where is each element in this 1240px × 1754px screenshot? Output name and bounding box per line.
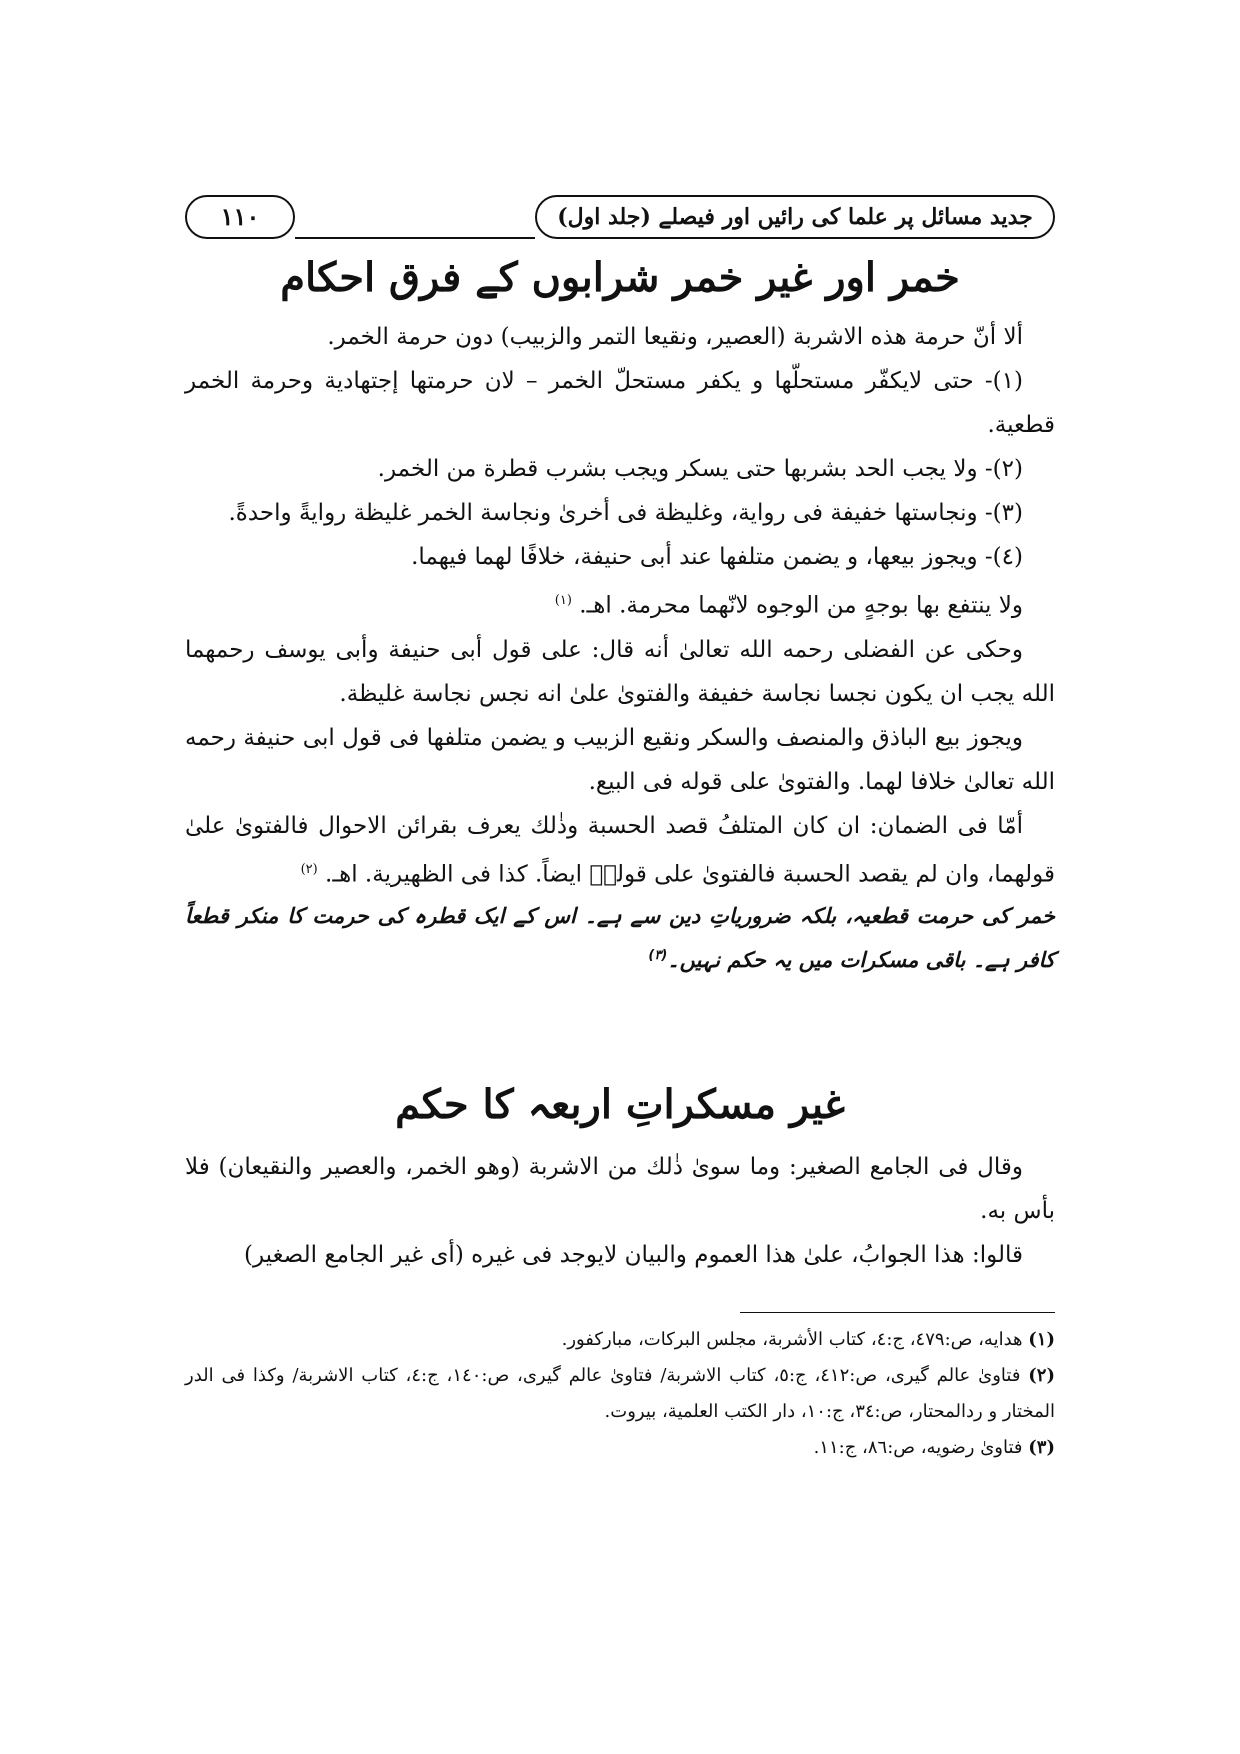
footnote-text: فتاوىٰ عالم گيرى، ص:٤١٢، ج:٥، كتاب الاشربة/ فتاوىٰ عالم گيرى، ص:١٤٠، ج:٤، كتاب الاشربة/ وكذا فى الدر المختار و ردالمحتار، ص:٣٤، ج:١٠، دار الكتب العلمية، بيروت. (185, 1365, 1055, 1422)
paragraph (185, 804, 1055, 897)
section-heading-other-intoxicants: غیر مسکراتِ اربعہ کا حکم (395, 1081, 845, 1128)
paragraph: (٤)- ويجوز بيعها، و يضمن متلفها عند أبى حنيفة، خلافًا لهما فيهما. (411, 544, 1023, 570)
paragraph-text: ولا ينتفع بها بوجهٍ من الوجوه لانّهما محرمة. اهـ. (579, 592, 1023, 619)
footnote (185, 1322, 1055, 1358)
urdu-note (185, 896, 1055, 980)
footnote-reference[interactable]: (٢) (300, 861, 318, 877)
footnote (185, 1430, 1055, 1466)
paragraph: ويجوز بيع الباذق والمنصف والسكر ونقيع الزبيب و يضمن متلفها فى قول ابى حنيفة رحمه الله تعالىٰ خلافا لهما. والفتوىٰ على قوله فى البيع. (185, 724, 1055, 795)
main-text-block (185, 315, 1055, 980)
footnotes (185, 1322, 1055, 1466)
paragraph: وقال فى الجامع الصغير: وما سوىٰ ذٰلك من الاشربة (وهو الخمر، والعصير والنقيعان) فلا بأس به. (185, 1154, 1055, 1224)
paragraph-text: أمّا فى الضمان: ان كان المتلفُ قصد الحسبة وذٰلك يعرف بقرائن الاحوال فالفتوىٰ علىٰ قولهما، وان لم يقصد الحسبة فالفتوىٰ على قولهٖ ايضاً. كذا فى الظهيرية. اهـ. (185, 812, 1055, 888)
footnote-text: فتاوىٰ رضويه، ص:٨٦، ج:١١. (813, 1437, 1023, 1458)
paragraph: وحكى عن الفضلى رحمه الله تعالىٰ أنه قال: على قول أبى حنيفة وأبى يوسف رحمهما الله يجب ان يكون نجسا نجاسة خفيفة والفتوىٰ علىٰ انه نجس نجاسة غليظة. (185, 636, 1055, 707)
footnote (185, 1358, 1055, 1430)
header-rule (295, 237, 535, 239)
footnote-text: هدايه، ص:٤٧٩، ج:٤، كتاب الأشربة، مجلس البركات، مباركفور. (561, 1329, 1023, 1350)
paragraph: قالوا: هذا الجوابُ، علىٰ هذا العموم والبيان لايوجد فى غيره (أى غير الجامع الصغير) (243, 1242, 1023, 1268)
paragraph: (٣)- ونجاستها خفيفة فى رواية، وغليظة فى أخرىٰ ونجاسة الخمر غليظة روايةً واحدةً. (228, 500, 1023, 526)
footnote-reference[interactable]: (١) (554, 593, 572, 608)
running-header (185, 195, 1055, 243)
paragraph (185, 579, 1055, 628)
second-text-block (185, 1145, 1055, 1277)
footnote-number: (٢) (1028, 1365, 1055, 1386)
footnote-separator (740, 1312, 1055, 1313)
footnote-reference[interactable]: (٣) (648, 948, 668, 964)
paragraph: ألا أنّ حرمة هذه الاشربة (العصير، ونقيعا التمر والزبيب) دون حرمة الخمر. (327, 324, 1023, 350)
paragraph: (١)- حتى لايكفّر مستحلّها و يكفر مستحلّ الخمر – لان حرمتها إجتهادية وحرمة الخمر قطعية. (185, 368, 1055, 438)
footnote-number: (٣) (1028, 1437, 1055, 1458)
section-heading-wine-rulings: خمر اور غیر خمر شرابوں کے فرق احکام (280, 254, 960, 301)
page-number: ۱۱۰ (185, 195, 295, 239)
book-title: جدید مسائل پر علما کی رائیں اور فیصلے (جلد اول) (535, 195, 1055, 239)
urdu-note-text: خمر کی حرمت قطعیہ، بلکہ ضروریاتِ دین سے ہے۔ اس کے ایک قطرہ کی حرمت کا منکر قطعاً کافر ہے۔ باقی مسکرات میں یہ حکم نہیں۔ (185, 904, 1055, 973)
paragraph: (٢)- ولا يجب الحد بشربها حتى يسكر ويجب بشرب قطرة من الخمر. (377, 456, 1023, 482)
footnote-number: (١) (1028, 1329, 1055, 1350)
